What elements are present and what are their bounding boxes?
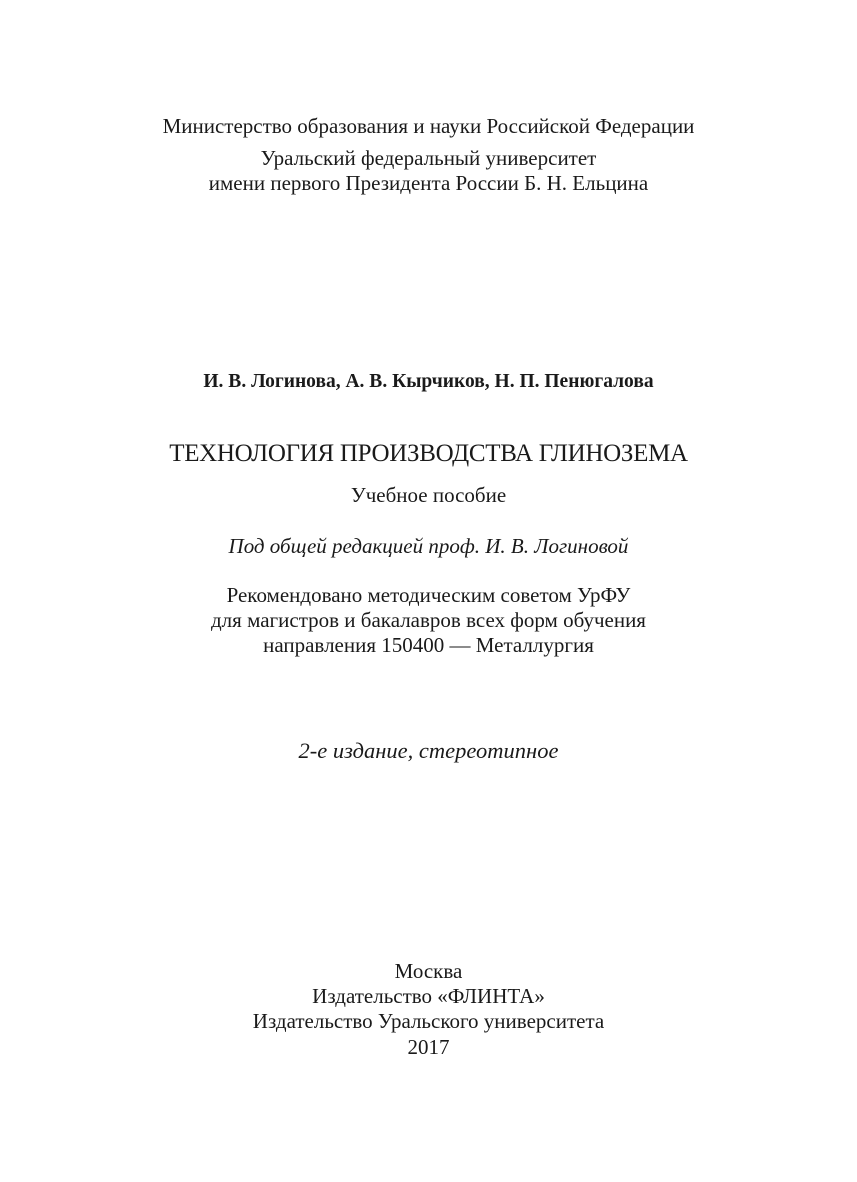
ministry-line: Министерство образования и науки Российской Федерации	[162, 114, 695, 138]
recommendation-line: направления 150400 — Металлургия	[263, 633, 594, 657]
authors: И. В. Логинова, А. В. Кырчиков, Н. П. Пенюгалова	[203, 371, 654, 392]
recommendation-line: для магистров и бакалавров всех форм обучения	[211, 608, 646, 632]
edition-line: 2-е издание, стереотипное	[298, 738, 559, 763]
book-title: ТЕХНОЛОГИЯ ПРОИЗВОДСТВА ГЛИНОЗЕМА	[169, 440, 688, 467]
book-subtitle: Учебное пособие	[350, 483, 507, 507]
imprint-year: 2017	[407, 1035, 450, 1059]
editor-line: Под общей редакцией проф. И. В. Логиновой	[228, 534, 629, 558]
imprint-publisher: Издательство «ФЛИНТА»	[312, 984, 545, 1008]
university-line: Уральский федеральный университет	[260, 146, 597, 170]
recommendation-line: Рекомендовано методическим советом УрФУ	[226, 583, 631, 607]
imprint-city: Москва	[394, 959, 463, 983]
university-name-line: имени первого Президента России Б. Н. Ельцина	[208, 171, 649, 195]
imprint-publisher: Издательство Уральского университета	[252, 1009, 605, 1033]
